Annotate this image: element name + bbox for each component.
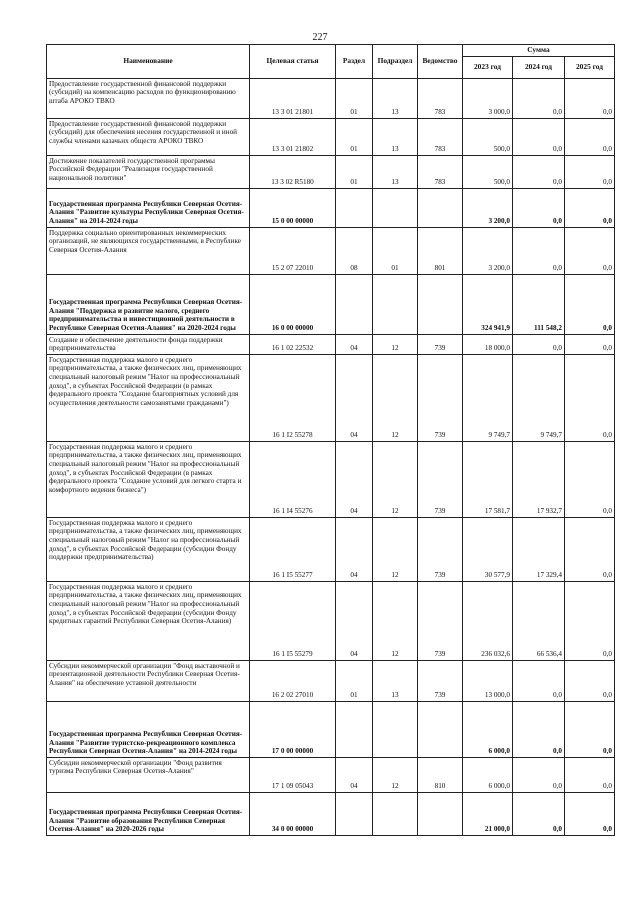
cell-section: 04 [336,757,373,792]
cell-y2023: 500,0 [463,118,513,155]
cell-y2023: 500,0 [463,155,513,188]
table-row [47,581,615,660]
cell-section [336,188,373,227]
cell-dept: 801 [418,227,463,274]
cell-dept: 739 [418,581,463,660]
cell-target: 17 0 00 00000 [250,701,336,757]
cell-target: 15 2 07 22010 [250,227,336,274]
cell-y2024: 0,0 [513,334,565,354]
cell-section: 08 [336,227,373,274]
cell-y2025: 0,0 [565,155,615,188]
cell-section: 01 [336,660,373,701]
cell-y2024: 0,0 [513,118,565,155]
cell-y2024: 0,0 [513,660,565,701]
table-row [47,78,615,118]
table-row [47,757,615,792]
cell-target: 13 3 01 21801 [250,78,336,118]
cell-name: Субсидии некоммерческой организации "Фонд выставочной и презентационной деятельности Республики Северная Осетия-Алания" на обеспечение уставной деятельности [47,660,250,701]
cell-y2024: 0,0 [513,78,565,118]
cell-dept: 783 [418,118,463,155]
cell-y2024: 0,0 [513,701,565,757]
cell-y2023: 3 200,0 [463,188,513,227]
cell-name: Государственная программа Республики Северная Осетия-Алания "Развитие образования Республики Северная Осетия-Алания" на 2020-2026 годы [47,792,250,835]
cell-y2024: 9 749,7 [513,354,565,441]
cell-section: 04 [336,334,373,354]
cell-subsection [373,792,418,835]
cell-dept [418,701,463,757]
cell-y2024: 0,0 [513,155,565,188]
cell-y2023: 17 581,7 [463,441,513,517]
cell-subsection: 13 [373,78,418,118]
table-row [47,118,615,155]
page-number: 227 [312,32,328,43]
header-target: Целевая статья [250,45,336,79]
cell-y2024: 0,0 [513,188,565,227]
cell-y2025: 0,0 [565,118,615,155]
table-row [47,155,615,188]
cell-y2025: 0,0 [565,227,615,274]
header-department: Ведомство [418,45,463,79]
cell-dept [418,274,463,334]
cell-y2025: 0,0 [565,660,615,701]
header-sum: Сумма [463,45,615,57]
budget-table [46,44,615,836]
cell-subsection: 13 [373,660,418,701]
header-subsection: Подраздел [373,45,418,79]
table-row [47,441,615,517]
cell-name: Поддержка социально ориентированных некоммерческих организаций, не являющихся государственными, в Республике Северная Осетия-Алания [47,227,250,274]
cell-y2023: 6 000,0 [463,701,513,757]
cell-y2024: 0,0 [513,792,565,835]
cell-y2023: 6 000,0 [463,757,513,792]
cell-y2025: 0,0 [565,334,615,354]
cell-dept: 739 [418,441,463,517]
cell-y2025: 0,0 [565,441,615,517]
cell-y2023: 13 000,0 [463,660,513,701]
cell-subsection: 13 [373,118,418,155]
cell-section [336,274,373,334]
cell-target: 16 1 02 22532 [250,334,336,354]
cell-section: 04 [336,581,373,660]
cell-y2024: 17 329,4 [513,517,565,581]
table-row [47,701,615,757]
cell-y2023: 3 000,0 [463,78,513,118]
cell-section: 04 [336,517,373,581]
cell-name: Государственная программа Республики Северная Осетия-Алания "Поддержка и развитие малого, среднего предпринимательства и инвестиционной деятельности в Республике Северная Осетия-Алания" на 2020-2024 годы [47,274,250,334]
cell-y2025: 0,0 [565,274,615,334]
cell-dept: 783 [418,78,463,118]
cell-name: Субсидии некоммерческой организации "Фонд развития туризма Республики Северная Осетия-Алания" [47,757,250,792]
cell-y2025: 0,0 [565,188,615,227]
cell-y2025: 0,0 [565,517,615,581]
cell-name: Государственная поддержка малого и среднего предпринимательства, а также физических лиц, применяющих специальный налоговый режим "Налог на профессиональный доход", в субъектах Российской Федерации (субсидии Фонду поддержки предпринимательства) [47,517,250,581]
cell-target: 16 1 I5 55277 [250,517,336,581]
cell-subsection [373,701,418,757]
cell-target: 17 1 09 05043 [250,757,336,792]
cell-y2025: 0,0 [565,701,615,757]
table-row [47,517,615,581]
cell-dept: 739 [418,334,463,354]
cell-section: 01 [336,155,373,188]
cell-y2023: 9 749,7 [463,354,513,441]
cell-y2024: 0,0 [513,227,565,274]
cell-name: Предоставление государственной финансовой поддержки (субсидий) для обеспечения несения государственной и иной службы членами казачьих обществ АРОКО ТВКО [47,118,250,155]
cell-y2023: 18 000,0 [463,334,513,354]
cell-target: 16 1 I2 55278 [250,354,336,441]
cell-y2023: 30 577,9 [463,517,513,581]
cell-target: 16 0 00 00000 [250,274,336,334]
cell-y2025: 0,0 [565,78,615,118]
cell-dept: 783 [418,155,463,188]
cell-y2024: 111 548,2 [513,274,565,334]
cell-subsection: 12 [373,441,418,517]
cell-name: Государственная поддержка малого и среднего предпринимательства, а также физических лиц, применяющих специальный налоговый режим "Налог на профессиональный доход", в субъектах Российской Федерации (субсидии Фонду кредитных гарантий Республики Северная Осетия-Алания) [47,581,250,660]
table-row [47,334,615,354]
cell-y2023: 236 032,6 [463,581,513,660]
cell-target: 34 0 00 00000 [250,792,336,835]
header-2025: 2025 год [565,56,615,78]
cell-subsection: 12 [373,334,418,354]
cell-target: 16 1 I4 55276 [250,441,336,517]
cell-section [336,792,373,835]
table-row [47,227,615,274]
cell-dept [418,188,463,227]
table-row [47,792,615,835]
cell-section: 04 [336,354,373,441]
cell-y2024: 66 536,4 [513,581,565,660]
table-row [47,274,615,334]
cell-name: Государственная программа Республики Северная Осетия-Алания "Развитие культуры Республики Северная Осетия-Алания" на 2014-2024 годы [47,188,250,227]
cell-y2025: 0,0 [565,792,615,835]
cell-target: 13 3 02 R5180 [250,155,336,188]
header-section: Раздел [336,45,373,79]
cell-dept [418,792,463,835]
header-name: Наименование [47,45,250,79]
cell-dept: 810 [418,757,463,792]
cell-subsection: 12 [373,517,418,581]
header-2024: 2024 год [513,56,565,78]
cell-subsection: 12 [373,581,418,660]
cell-y2023: 324 941,9 [463,274,513,334]
header-2023: 2023 год [463,56,513,78]
cell-name: Достижение показателей государственной программы Российской Федерации "Реализация государственной национальной политики" [47,155,250,188]
cell-y2024: 17 932,7 [513,441,565,517]
cell-y2023: 21 000,0 [463,792,513,835]
table-row [47,354,615,441]
cell-target: 15 0 00 00000 [250,188,336,227]
cell-y2025: 0,0 [565,354,615,441]
cell-subsection [373,188,418,227]
cell-name: Государственная программа Республики Северная Осетия-Алания "Развитие туристско-рекреационного комплекса Республики Северная Осетия-Алания" на 2014-2024 годы [47,701,250,757]
cell-section: 01 [336,118,373,155]
cell-target: 16 1 I5 55279 [250,581,336,660]
cell-subsection: 12 [373,354,418,441]
cell-name: Предоставление государственной финансовой поддержки (субсидий) на компенсацию расходов по функционированию штаба АРОКО ТВКО [47,78,250,118]
cell-name: Государственная поддержка малого и среднего предпринимательства, а также физических лиц, применяющих специальный налоговый режим "Налог на профессиональный доход", в субъектах Российской Федерации (в рамках федерального проекта "Создание благоприятных условий для осуществления деятельности самозанятыми гражданами") [47,354,250,441]
cell-y2023: 3 200,0 [463,227,513,274]
cell-subsection: 12 [373,757,418,792]
table-body [47,78,615,835]
cell-name: Создание и обеспечение деятельности фонда поддержки предпринимательства [47,334,250,354]
cell-dept: 739 [418,660,463,701]
cell-target: 16 2 02 27010 [250,660,336,701]
cell-subsection: 13 [373,155,418,188]
cell-y2025: 0,0 [565,757,615,792]
table-row [47,188,615,227]
cell-dept: 739 [418,354,463,441]
table-row [47,660,615,701]
cell-y2025: 0,0 [565,581,615,660]
cell-dept: 739 [418,517,463,581]
cell-name: Государственная поддержка малого и среднего предпринимательства, а также физических лиц, применяющих специальный налоговый режим "Налог на профессиональный доход", в субъектах Российской Федерации (в рамках федерального проекта "Создание условий для легкого старта и комфортного ведения бизнеса") [47,441,250,517]
cell-subsection [373,274,418,334]
cell-y2024: 0,0 [513,757,565,792]
cell-section: 04 [336,441,373,517]
cell-target: 13 3 01 21802 [250,118,336,155]
cell-section [336,701,373,757]
cell-subsection: 01 [373,227,418,274]
cell-section: 01 [336,78,373,118]
